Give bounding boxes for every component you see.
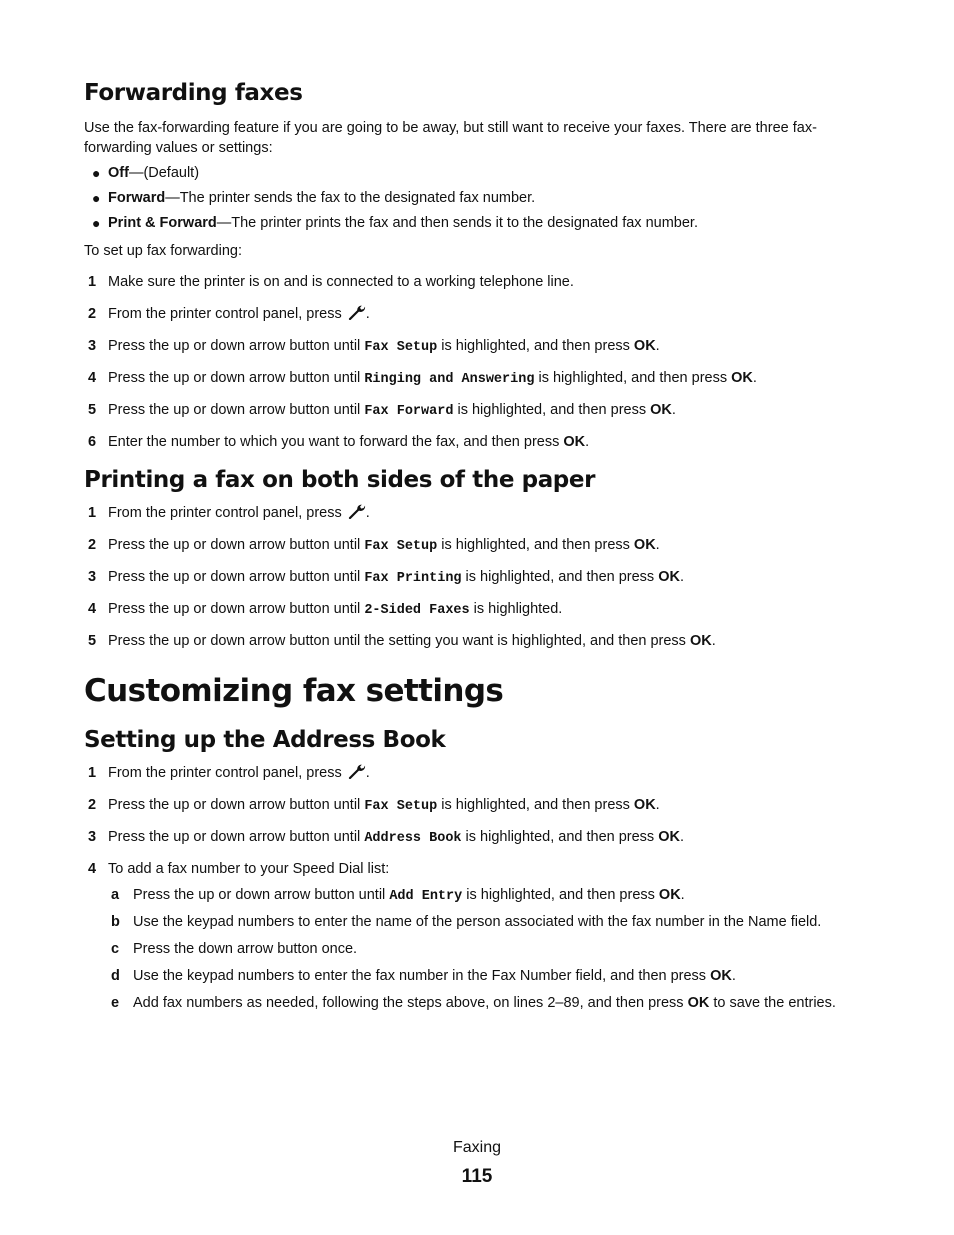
page-number: 115	[461, 1166, 493, 1187]
list-item	[84, 186, 884, 211]
step-number: 1	[88, 505, 97, 521]
bullet-desc: —The printer sends the fax to the designated fax number.	[165, 190, 536, 206]
step-text: is highlighted, and then press	[534, 370, 732, 386]
button-name: OK	[633, 338, 656, 354]
step-text: From the printer control panel, press	[108, 765, 346, 781]
step-text: .	[680, 887, 685, 903]
heading-forwarding-faxes: Forwarding faxes	[84, 80, 303, 106]
step-text: Press the up or down arrow button until	[108, 402, 365, 418]
step-number: 5	[88, 402, 97, 418]
step-text: Press the up or down arrow button until	[108, 829, 365, 845]
step-text: Press the up or down arrow button until	[108, 569, 365, 585]
step-text: is highlighted, and then press	[453, 402, 651, 418]
bullet-term: Print & Forward	[108, 215, 217, 231]
step-text: to save the entries.	[709, 995, 836, 1011]
menu-item-name: Fax Printing	[364, 571, 462, 586]
button-name: OK	[563, 434, 586, 450]
step-text: To add a fax number to your Speed Dial list:	[108, 861, 390, 877]
step-text: is highlighted, and then press	[462, 887, 659, 903]
step-text: Enter the number to which you want to forward the fax, and then press	[108, 434, 564, 450]
step-text: .	[365, 306, 370, 322]
heading-customizing-fax-settings: Customizing fax settings	[84, 673, 504, 709]
step-text: .	[752, 370, 757, 386]
step-text: .	[585, 434, 590, 450]
forwarding-values-list	[84, 161, 884, 236]
step-text: .	[679, 569, 684, 585]
menu-item-name: Fax Setup	[364, 340, 438, 355]
speed-dial-substeps	[108, 885, 884, 1020]
heading-address-book: Setting up the Address Book	[84, 727, 446, 753]
step-text: From the printer control panel, press	[108, 306, 346, 322]
step-number: 6	[88, 434, 97, 450]
step-text: is highlighted, and then press	[437, 537, 634, 553]
forwarding-intro: Use the fax-forwarding feature if you are going to be away, but still want to receive your faxes. There are three fax-forwarding values or settings:	[84, 120, 817, 156]
menu-item-name: 2-Sided Faxes	[364, 603, 470, 618]
step-text: Press the up or down arrow button until	[108, 537, 365, 553]
step-text: .	[655, 338, 660, 354]
step	[84, 400, 884, 432]
step-text: Press the up or down arrow button until	[108, 338, 365, 354]
step-number: 5	[88, 633, 97, 649]
step-text: is highlighted, and then press	[437, 338, 634, 354]
wrench-icon	[348, 304, 366, 320]
menu-item-name: Fax Forward	[364, 404, 454, 419]
step-text: .	[679, 829, 684, 845]
substep	[108, 993, 884, 1020]
step-number: 2	[88, 797, 97, 813]
menu-item-name: Fax Setup	[364, 799, 438, 814]
step-number: 4	[88, 861, 97, 877]
bullet-desc: —The printer prints the fax and then sends it to the designated fax number.	[216, 215, 698, 231]
button-name: OK	[633, 797, 656, 813]
button-name: OK	[710, 968, 732, 984]
step	[84, 859, 884, 1020]
step-text: .	[711, 633, 716, 649]
wrench-icon	[348, 763, 366, 779]
step-number: 2	[88, 306, 97, 322]
step-text: .	[655, 537, 660, 553]
button-name: OK	[689, 633, 712, 649]
step-number: 1	[88, 274, 97, 290]
step	[84, 535, 884, 567]
bullet-icon: ●	[92, 165, 101, 181]
step	[84, 336, 884, 368]
substep-letter: c	[111, 941, 120, 957]
step	[84, 827, 884, 859]
step-text: Make sure the printer is on and is connected to a working telephone line.	[108, 274, 574, 290]
menu-item-name: Ringing and Answering	[364, 372, 535, 387]
step-text: is highlighted, and then press	[461, 829, 659, 845]
address-book-steps	[84, 763, 884, 1020]
step	[84, 304, 884, 336]
menu-item-name: Add Entry	[389, 889, 463, 904]
step-text: .	[365, 765, 370, 781]
step-number: 3	[88, 338, 97, 354]
step-text: .	[671, 402, 676, 418]
step-text: .	[655, 797, 660, 813]
heading-both-sides: Printing a fax on both sides of the paper	[84, 467, 596, 493]
step	[84, 432, 884, 464]
substep	[108, 912, 884, 939]
step	[84, 567, 884, 599]
bullet-term: Off	[108, 165, 129, 181]
step-text: is highlighted, and then press	[461, 569, 659, 585]
button-name: OK	[633, 537, 656, 553]
wrench-icon	[348, 503, 366, 519]
step	[84, 368, 884, 400]
step-text: Add fax numbers as needed, following the steps above, on lines 2–89, and then press	[133, 995, 688, 1011]
step-text: Press the up or down arrow button until the setting you want is highlighted, and then press	[108, 633, 690, 649]
step-text: Press the up or down arrow button until	[133, 887, 390, 903]
list-item	[84, 211, 884, 236]
menu-item-name: Fax Setup	[364, 539, 438, 554]
button-name: OK	[658, 829, 680, 845]
substep	[108, 939, 884, 966]
forwarding-steps	[84, 272, 884, 464]
button-name: OK	[650, 402, 672, 418]
step	[84, 599, 884, 631]
step-number: 3	[88, 829, 97, 845]
step-text: .	[365, 505, 370, 521]
step-text: Press the up or down arrow button until	[108, 601, 365, 617]
step-number: 2	[88, 537, 97, 553]
step	[84, 503, 884, 535]
substep-letter: a	[111, 887, 120, 903]
step	[84, 763, 884, 795]
list-item	[84, 161, 884, 186]
button-name: OK	[658, 887, 681, 903]
step	[84, 631, 884, 663]
step	[84, 272, 884, 304]
substep-letter: e	[111, 995, 120, 1011]
step-text: Use the keypad numbers to enter the name of the person associated with the fax number in the Name field.	[133, 914, 822, 930]
step-number: 1	[88, 765, 97, 781]
substep-letter: d	[111, 968, 120, 984]
step-text: Use the keypad numbers to enter the fax number in the Fax Number field, and then press	[133, 968, 711, 984]
step-text: .	[731, 968, 736, 984]
step-text: is highlighted.	[469, 601, 563, 617]
button-name: OK	[658, 569, 680, 585]
bullet-icon: ●	[92, 190, 101, 206]
step-text: Press the down arrow button once.	[133, 941, 358, 957]
substep	[108, 966, 884, 993]
bullet-term: Forward	[108, 190, 166, 206]
footer-section-name: Faxing	[452, 1139, 502, 1156]
button-name: OK	[687, 995, 710, 1011]
substep-letter: b	[111, 914, 120, 930]
step-number: 4	[88, 370, 97, 386]
step	[84, 795, 884, 827]
button-name: OK	[731, 370, 753, 386]
bullet-desc: —(Default)	[128, 165, 200, 181]
step-number: 4	[88, 601, 97, 617]
menu-item-name: Address Book	[364, 831, 462, 846]
step-number: 3	[88, 569, 97, 585]
step-text: is highlighted, and then press	[437, 797, 634, 813]
substep	[108, 885, 884, 912]
step-text: Press the up or down arrow button until	[108, 797, 365, 813]
step-text: From the printer control panel, press	[108, 505, 346, 521]
step-text: Press the up or down arrow button until	[108, 370, 365, 386]
setup-lead: To set up fax forwarding:	[84, 243, 242, 259]
bullet-icon: ●	[92, 215, 101, 231]
both-sides-steps	[84, 503, 884, 663]
page-content	[84, 80, 884, 1020]
